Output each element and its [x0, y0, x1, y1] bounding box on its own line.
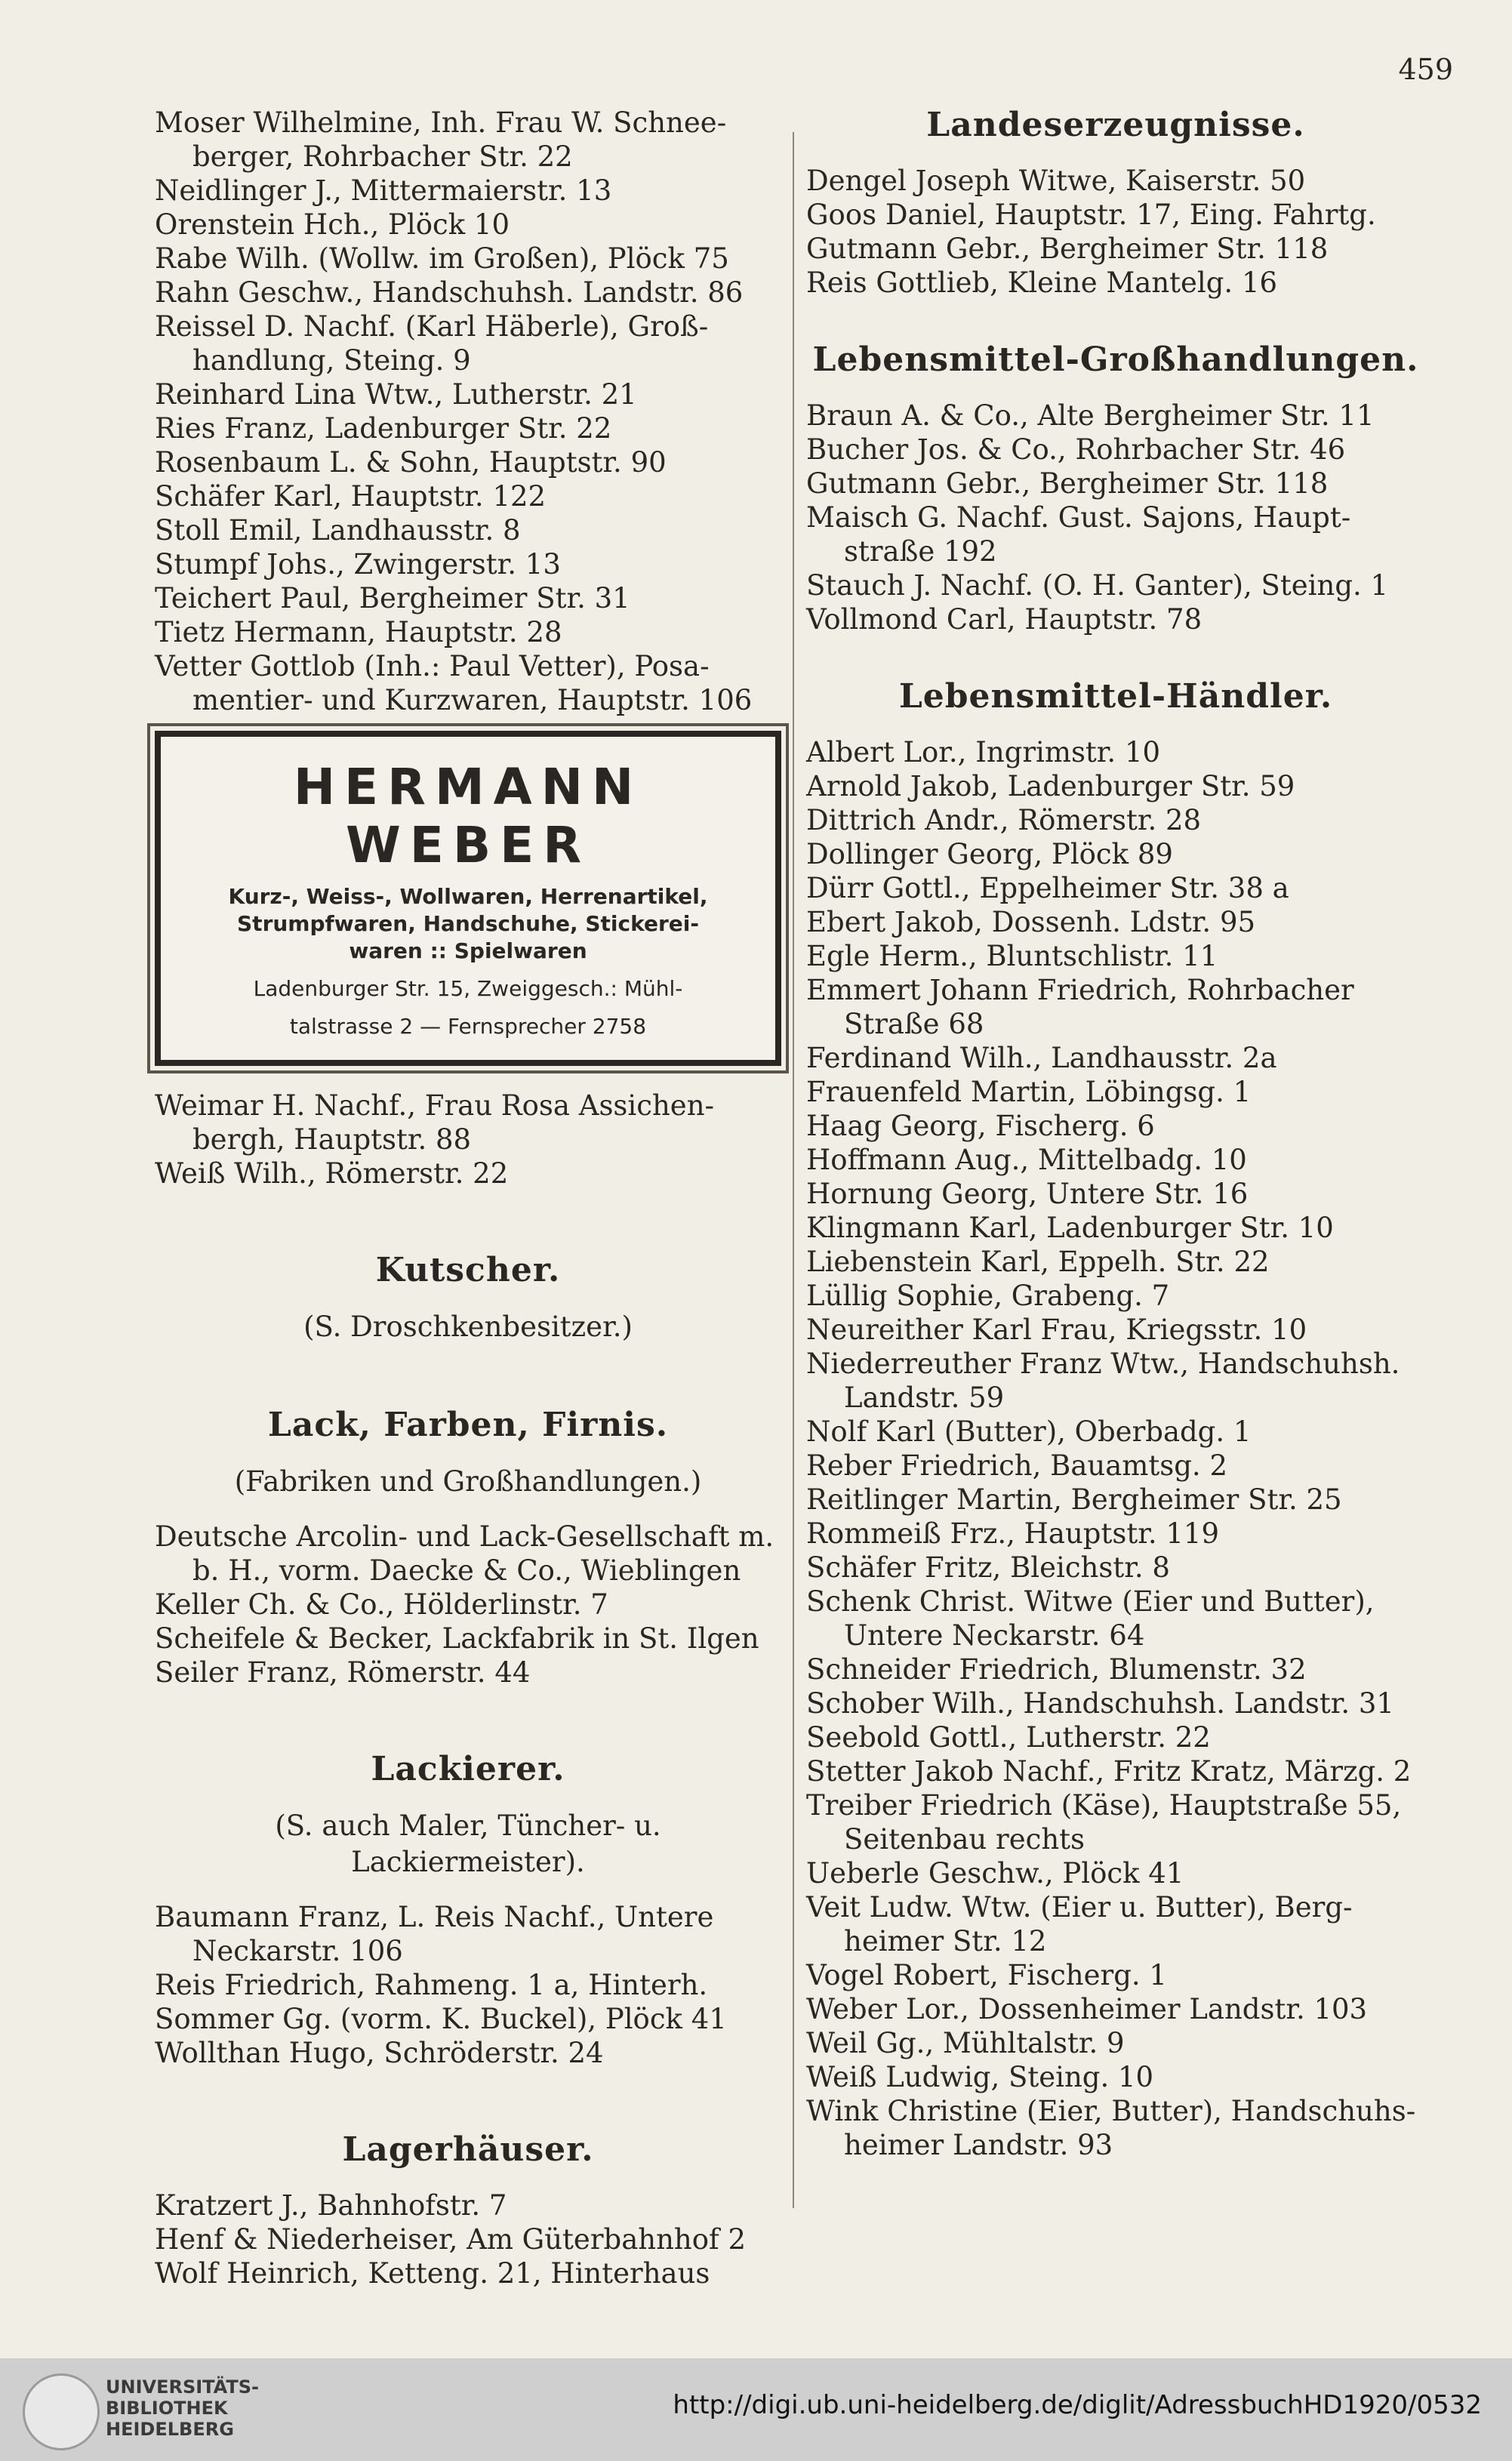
section-heading-landeserzeugnisse: Landeserzeugnisse.	[926, 106, 1305, 144]
ad-title: HERMANN WEBER	[293, 758, 643, 874]
section-heading-lagerhaeuser: Lagerhäuser.	[342, 2130, 594, 2169]
entry-list-grosshandlungen	[806, 399, 1425, 636]
entry-list-lagerhaeuser	[155, 2188, 781, 2290]
directory-entry: Rosenbaum L. & Sohn, Hauptstr. 90	[155, 446, 667, 479]
directory-entry: Vetter Gottlob (Inh.: Paul Vetter), Posamentier- und Kurzwaren, Hauptstr. 106	[155, 650, 753, 716]
ad-line: Strumpfwaren, Handschuhe, Stickerei-	[237, 911, 699, 936]
directory-entry: Goos Daniel, Hauptstr. 17, Eing. Fahrtg.	[806, 199, 1376, 231]
directory-entry: Keller Ch. & Co., Hölderlinstr. 7	[155, 1588, 608, 1621]
directory-entry: Hornung Georg, Untere Str. 16	[806, 1178, 1249, 1210]
directory-entry: Kratzert J., Bahnhofstr. 7	[155, 2189, 507, 2222]
directory-entry: Weiß Ludwig, Steing. 10	[806, 2061, 1154, 2093]
entry-list-lackierer	[155, 1900, 781, 2070]
section-heading-lack: Lack, Farben, Firnis.	[267, 1406, 669, 1444]
directory-entry: Rabe Wilh. (Wollw. im Großen), Plöck 75	[155, 242, 729, 275]
directory-entry: Weil Gg., Mühltalstr. 9	[806, 2027, 1125, 2059]
directory-entry: Klingmann Karl, Ladenburger Str. 10	[806, 1212, 1334, 1244]
entry-list-landeserzeugnisse	[806, 164, 1425, 300]
directory-entry: Hoffmann Aug., Mittelbadg. 10	[806, 1144, 1247, 1176]
directory-entry: Reber Friedrich, Bauamtsg. 2	[806, 1449, 1227, 1482]
directory-entry: Deutsche Arcolin- und Lack-Gesellschaft m. b. H., vorm. Daecke & Co., Wieblingen	[155, 1520, 774, 1587]
directory-entry: Sommer Gg. (vorm. K. Buckel), Plöck 41	[155, 2003, 727, 2035]
directory-entry: Reinhard Lina Wtw., Lutherstr. 21	[155, 378, 637, 411]
directory-entry: Gutmann Gebr., Bergheimer Str. 118	[806, 467, 1329, 500]
entry-list-haendler	[806, 735, 1425, 2162]
directory-entry: Wink Christine (Eier, Butter), Handschuhsheimer Landstr. 93	[806, 2095, 1416, 2161]
directory-entry: Teichert Paul, Bergheimer Str. 31	[155, 582, 630, 614]
directory-entry: Weiß Wilh., Römerstr. 22	[155, 1157, 509, 1190]
directory-entry: Reis Friedrich, Rahmeng. 1 a, Hinterh.	[155, 1969, 708, 2001]
directory-entry: Ebert Jakob, Dossenh. Ldstr. 95	[806, 906, 1256, 938]
directory-entry: Reitlinger Martin, Bergheimer Str. 25	[806, 1483, 1342, 1516]
directory-entry: Ferdinand Wilh., Landhausstr. 2a	[806, 1042, 1277, 1074]
section-note: (S. auch Maler, Tüncher- u. Lackiermeister).	[275, 1810, 661, 1878]
directory-entry: Vogel Robert, Fischerg. 1	[806, 1959, 1167, 1991]
directory-entry: Tietz Hermann, Hauptstr. 28	[155, 616, 562, 648]
library-seal-icon	[23, 2373, 100, 2450]
directory-entry: Stumpf Johs., Zwingerstr. 13	[155, 548, 561, 581]
directory-entry: Seebold Gottl., Lutherstr. 22	[806, 1721, 1211, 1754]
directory-entry: Stauch J. Nachf. (O. H. Ganter), Steing. 1	[806, 569, 1389, 602]
section-heading-lackierer: Lackierer.	[371, 1750, 565, 1788]
directory-entry: Reissel D. Nachf. (Karl Häberle), Großhandlung, Steing. 9	[155, 310, 709, 377]
right-column	[806, 106, 1425, 2162]
directory-entry: Schneider Friedrich, Blumenstr. 32	[806, 1653, 1307, 1686]
directory-entry: Liebenstein Karl, Eppelh. Str. 22	[806, 1246, 1270, 1278]
section-note: (S. Droschkenbesitzer.)	[303, 1311, 633, 1343]
directory-entry: Haag Georg, Fischerg. 6	[806, 1110, 1155, 1142]
directory-entry: Niederreuther Franz Wtw., Handschuhsh. Landstr. 59	[806, 1348, 1400, 1414]
ad-line: waren :: Spielwaren	[349, 938, 587, 963]
directory-entry: Schäfer Fritz, Bleichstr. 8	[806, 1551, 1170, 1584]
directory-entry: Maisch G. Nachf. Gust. Sajons, Hauptstraße 192	[806, 501, 1351, 568]
directory-entry: Scheifele & Becker, Lackfabrik in St. Ilgen	[155, 1622, 759, 1655]
directory-entry: Wolf Heinrich, Ketteng. 21, Hinterhaus	[155, 2257, 710, 2290]
directory-entry: Weber Lor., Dossenheimer Landstr. 103	[806, 1993, 1368, 2025]
directory-entry: Stoll Emil, Landhausstr. 8	[155, 514, 521, 547]
entry-list-left-mid	[155, 1089, 781, 1190]
directory-entry: Ries Franz, Ladenburger Str. 22	[155, 412, 612, 445]
directory-entry: Schäfer Karl, Hauptstr. 122	[155, 480, 547, 513]
entry-list-left-top	[155, 106, 781, 717]
left-column	[155, 106, 781, 2290]
directory-entry: Braun A. & Co., Alte Bergheimer Str. 11	[806, 399, 1375, 432]
advertisement-hermann-weber	[155, 731, 781, 1066]
directory-entry: Rahn Geschw., Handschuhsh. Landstr. 86	[155, 276, 744, 309]
ad-address: talstrasse 2 — Fernsprecher 2758	[289, 1014, 647, 1039]
directory-entry: Dengel Joseph Witwe, Kaiserstr. 50	[806, 165, 1306, 197]
directory-entry: Dollinger Georg, Plöck 89	[806, 838, 1173, 870]
library-logo: UNIVERSITÄTS- BIBLIOTHEK HEIDELBERG	[106, 2376, 260, 2440]
section-heading-haendler: Lebensmittel-Händler.	[898, 677, 1333, 716]
directory-entry: Reis Gottlieb, Kleine Mantelg. 16	[806, 266, 1278, 299]
directory-entry: Egle Herm., Bluntschlistr. 11	[806, 940, 1218, 972]
directory-entry: Frauenfeld Martin, Löbingsg. 1	[806, 1076, 1252, 1108]
directory-entry: Wollthan Hugo, Schröderstr. 24	[155, 2037, 604, 2069]
ad-address: Ladenburger Str. 15, Zweiggesch.: Mühl-	[253, 976, 683, 1001]
directory-entry: Moser Wilhelmine, Inh. Frau W. Schneeberger, Rohrbacher Str. 22	[155, 106, 727, 173]
page-number: 459	[1398, 53, 1453, 86]
directory-entry: Neidlinger J., Mittermaierstr. 13	[155, 174, 612, 207]
directory-entry: Treiber Friedrich (Käse), Hauptstraße 55, Seitenbau rechts	[806, 1789, 1402, 1856]
directory-entry: Nolf Karl (Butter), Oberbadg. 1	[806, 1415, 1252, 1448]
directory-entry: Schenk Christ. Witwe (Eier und Butter), Untere Neckarstr. 64	[806, 1585, 1375, 1652]
directory-entry: Dittrich Andr., Römerstr. 28	[806, 804, 1202, 836]
directory-entry: Baumann Franz, L. Reis Nachf., Untere Neckarstr. 106	[155, 1901, 714, 1967]
directory-entry: Gutmann Gebr., Bergheimer Str. 118	[806, 233, 1329, 265]
directory-entry: Seiler Franz, Römerstr. 44	[155, 1656, 531, 1689]
directory-entry: Henf & Niederheiser, Am Güterbahnhof 2	[155, 2223, 747, 2256]
column-divider	[793, 132, 794, 2208]
directory-entry: Lüllig Sophie, Grabeng. 7	[806, 1280, 1170, 1312]
directory-entry: Neureither Karl Frau, Kriegsstr. 10	[806, 1314, 1307, 1346]
directory-entry: Veit Ludw. Wtw. (Eier u. Butter), Bergheimer Str. 12	[806, 1891, 1353, 1957]
directory-entry: Vollmond Carl, Hauptstr. 78	[806, 603, 1203, 636]
directory-entry: Ueberle Geschw., Plöck 41	[806, 1857, 1184, 1890]
section-note: (Fabriken und Großhandlungen.)	[234, 1465, 702, 1498]
source-url[interactable]: http://digi.ub.uni-heidelberg.de/diglit/AdressbuchHD1920/0532	[673, 2390, 1482, 2420]
directory-entry: Arnold Jakob, Ladenburger Str. 59	[806, 770, 1295, 802]
directory-entry: Weimar H. Nachf., Frau Rosa Assichenbergh, Hauptstr. 88	[155, 1089, 715, 1156]
directory-entry: Rommeiß Frz., Hauptstr. 119	[806, 1517, 1219, 1550]
directory-entry: Albert Lor., Ingrimstr. 10	[806, 736, 1161, 768]
directory-entry: Stetter Jakob Nachf., Fritz Kratz, Märzg. 2	[806, 1755, 1412, 1788]
directory-entry: Orenstein Hch., Plöck 10	[155, 208, 510, 241]
directory-entry: Dürr Gottl., Eppelheimer Str. 38 a	[806, 872, 1289, 904]
directory-entry: Emmert Johann Friedrich, Rohrbacher Straße 68	[806, 974, 1354, 1040]
directory-entry: Bucher Jos. & Co., Rohrbacher Str. 46	[806, 433, 1346, 466]
section-heading-grosshandlungen: Lebensmittel-Großhandlungen.	[812, 340, 1419, 379]
section-heading-kutscher: Kutscher.	[375, 1251, 561, 1289]
directory-entry: Schober Wilh., Handschuhsh. Landstr. 31	[806, 1687, 1394, 1720]
entry-list-lack	[155, 1520, 781, 1689]
viewer-footer	[0, 2358, 1512, 2461]
ad-line: Kurz-, Weiss-, Wollwaren, Herrenartikel,	[228, 884, 708, 909]
